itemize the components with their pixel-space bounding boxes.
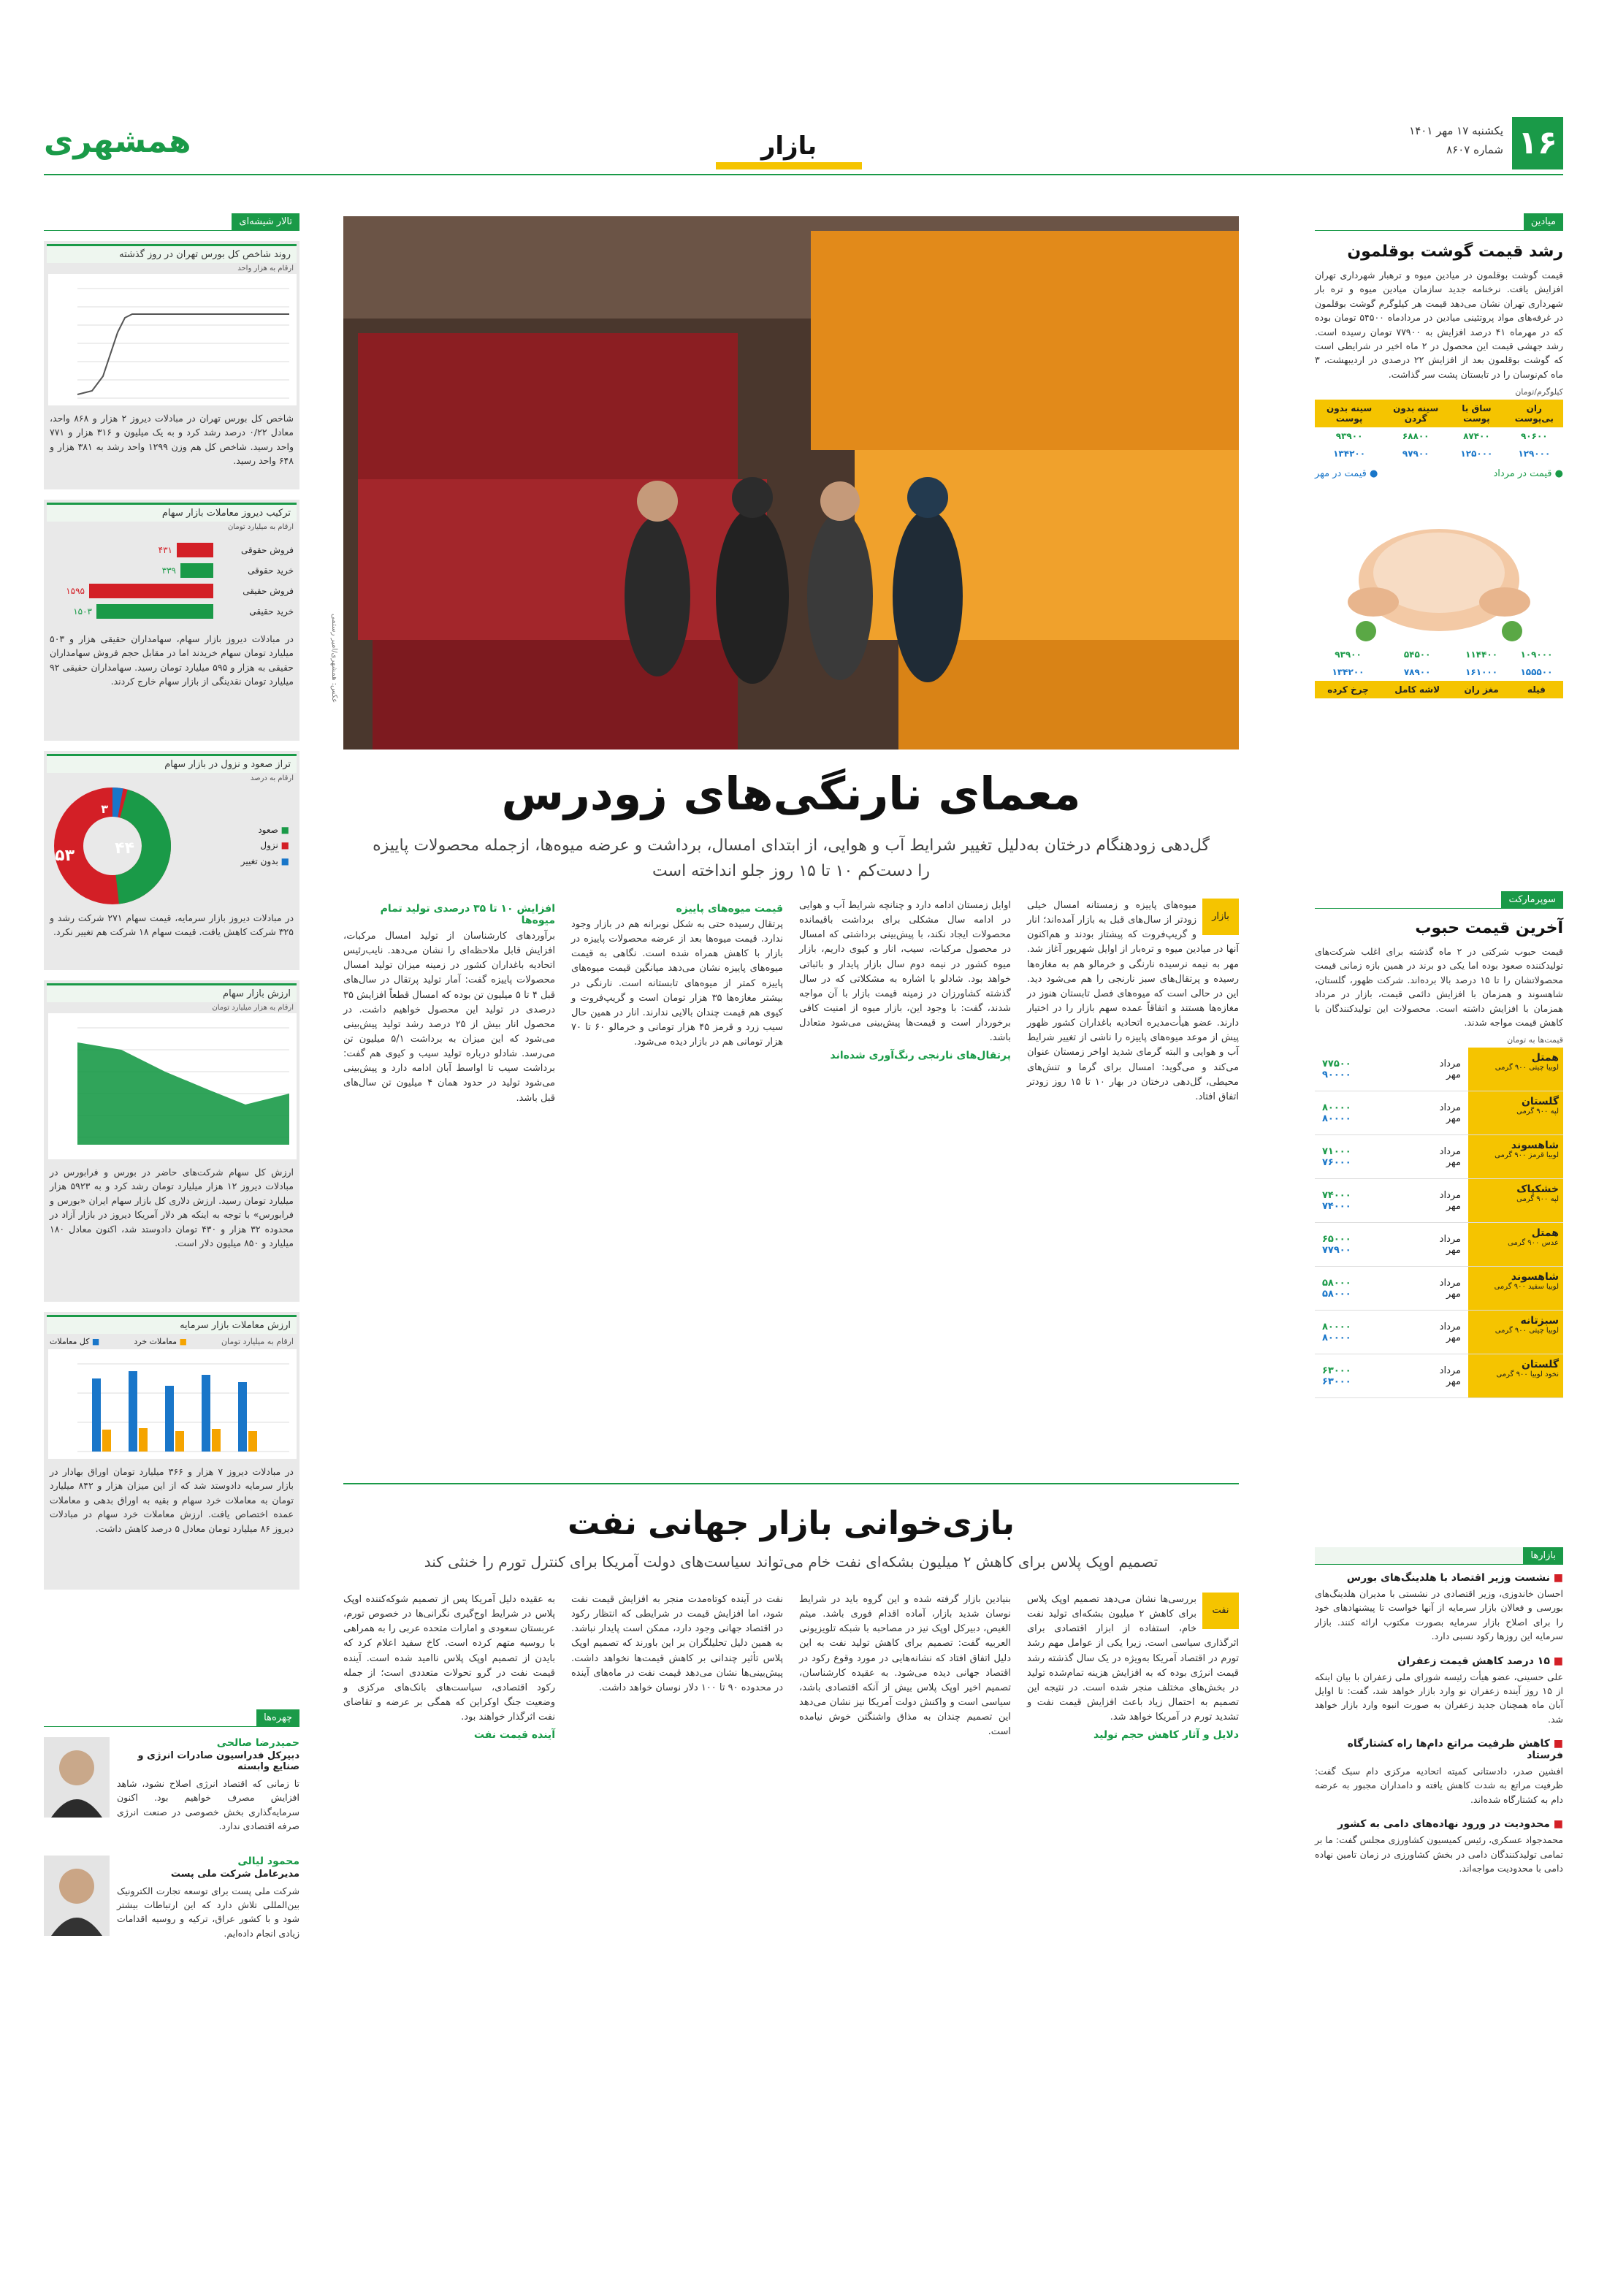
legume-row [1315,1048,1563,1091]
section-title [716,131,862,169]
pomegranate-crates [358,333,767,750]
market-news-item [1315,1572,1563,1644]
turkey-body: قیمت گوشت بوقلمون در میادین میوه و ترهبار شهرداری تهران افزایش یافت. نرخنامه جدید سازمان میادین میوه و تره بار شهرداری تهران نشان می‌دهد قیمت هر کیلوگرم گوشت بوقلمون در غرفه‌های مواد پروتئینی میادین در مردادماه ۵۴۵۰۰ تومان بوده که در مهرماه ۴۱ درصد افزایش به ۷۷۹۰۰ تومان رسیده است. رشد جهشی قیمت این محصول در ۲ ماه اخیر در شرایطی است که گوشت بوقلمون بعد از افزایش ۲۲ درصدی در اردیبهشت، ۳ ماه کم‌نوسان را در تابستان پشت سر گذاشت. [1315,270,1563,380]
tangerine-label: بازار [1202,899,1239,935]
bar-value-legal-sell: ۴۳۱ [158,545,172,555]
legume-product: نخود لوبیا ۹۰۰ گرمی [1496,1370,1559,1379]
chart1-unit: ارقام به هزار واحد [237,264,294,272]
chart5-caption: در مبادلات دیروز ۷ هزار و ۳۶۶ میلیارد تومان اوراق بهادار در بازار سرمایه دادوستد شد که از این میزان هزار و ۸۴۲ میلیارد تومان به معاملات خرد سهام و بقیه به اوراق بدهی و معاملات عمده اختصاص یافت. ارزش معاملات خرد سهام در مبادلات دیروز ۸۶ میلیارد تومان معادل ۵ درصد کاهش داشت. [50,1466,294,1534]
trade-composition-box [44,500,299,741]
legend-mordad: ● قیمت در مرداد [1493,468,1563,479]
chart4-caption: ارزش کل سهام شرکت‌های حاضر در بورس و فرابورس در مبادلات دیروز ۱۲ هزار میلیارد تومان رشد کرد و به ۵۹۲۳ هزار میلیارد تومان رسید. ارزش دلاری کل بازار سهام ایران «بورس و فرابورس» با توجه به اینکه هر دلار آمریکا دیروز در بازار آزاد در محدوده ۳۲ هزار و ۴۳۰ تومان دادوستد شد، اکنون معادل ۱۸۰ میلیارد و ۸۵۰ میلیون دلار است. [50,1167,294,1248]
market-news-title: ■ کاهش ظرفیت مراتع دام‌ها راه کشتارگاه فرستاد [1315,1738,1563,1761]
turkey-mordad-2: ۸۷۴۰۰ [1463,431,1490,441]
chart2-caption: در مبادلات دیروز بازار سهام، سهامداران حقیقی هزار و ۵۰۳ میلیارد تومان سهام خریدند اما در مقابل حجم فروش سهامداران حقیقی به هزار و ۵۹۵ میلیارد تومان رسید. سهامداران حقیقی ۹۲ میلیارد تومان نقدینگی از بازار سهام خارج کردند. [50,633,294,687]
turkey-mordad-1: ۹۰۶۰۰ [1520,431,1548,441]
legend-down: ■ نزول [260,840,289,851]
turkey-price-table-2 [1315,646,1563,698]
tangerine-col-3 [571,899,783,1468]
legume-price-mordad: ۸۰۰۰۰ [1322,1102,1351,1113]
section-tag-miadin: میادین [1524,213,1563,230]
legume-price-mehr: ۷۶۰۰۰ [1322,1156,1351,1168]
person1-role: دبیرکل فدراسیون صادرات انرژی و صنایع وابسته [137,1750,299,1772]
bar-legal-buy [180,563,213,578]
trade-bars [47,533,297,629]
bar-label-real-sell: فروش حقیقی [243,586,294,596]
t2-head-3: لاشه کامل [1381,681,1453,698]
legume-col-mehr: مهر [1446,1200,1461,1212]
legume-product: لوبیا چیتی ۹۰۰ گرمی [1495,1327,1559,1335]
roast-turkey-illustration [1315,485,1563,646]
oil-col-1 [1027,1593,1239,2221]
legume-brand: خشکپاک [1516,1183,1559,1196]
legume-col-mordad: مرداد [1439,1102,1461,1113]
photo-credit: عکس: همشهری/امیر رستمی [330,614,338,703]
market-news-item [1315,1655,1563,1727]
donut-down-value: ۵۳ [55,847,75,865]
legume-col-mordad: مرداد [1439,1365,1461,1376]
turkey-price-table [1315,400,1563,462]
legume-row [1315,1311,1563,1354]
legume-price-mordad: ۵۸۰۰۰ [1322,1277,1351,1289]
t2-head-4: چرخ کرده [1315,681,1381,698]
legume-product: عدس ۹۰۰ گرمی [1508,1239,1559,1248]
legend-total: ■ کل معاملات [50,1337,100,1346]
legend-mehr: ● قیمت در مهر [1315,468,1378,479]
person-2 [44,1856,299,1941]
chart2-title: ترکیب دیروز معاملات بازار سهام [47,503,297,522]
legume-row [1315,1267,1563,1311]
person2-name: محمود لیالی [237,1855,299,1867]
section-tag-supermarket: سوپرمارکت [1501,891,1563,908]
chart4-unit: ارقام به هزار میلیارد تومان [212,1004,294,1012]
bar-value-real-sell: ۱۵۹۵ [66,586,85,596]
legume-product: لپه ۹۰۰ گرمی [1516,1195,1559,1204]
tangerine-subhead-3: افزایش ۱۰ تا ۳۵ درصدی تولید تمام میوه‌ها [380,903,555,926]
chart1-title: روند شاخص کل بورس تهران در روز گذشته [47,244,297,263]
market-news-title: ■ محدودیت در ورود نهاده‌های دامی به کشور [1315,1818,1563,1830]
legume-row [1315,1179,1563,1223]
oil-col-3 [571,1593,783,2221]
legend-up: ■ صعود [258,824,289,835]
bar-value-real-buy: ۱۵۰۳ [73,606,92,617]
legume-col-mordad: مرداد [1439,1058,1461,1069]
legume-price-mehr: ۹۰۰۰۰ [1322,1069,1351,1080]
legume-price-mehr: ۸۰۰۰۰ [1322,1332,1351,1343]
market-news-body: احسان خاندوزی، وزیر اقتصادی در نشستی با مدیران هلدینگ‌های بورسی و فعالان بازار سرمایه از آنها خواست تا پیشنهادهای خود را برای اصلاح بازار سرمایه بصورت مکتوب ارائه کنند. بازار سرمایه این روزها رکود نسبی دارد. [1315,1588,1563,1642]
legume-price-mordad: ۶۳۰۰۰ [1322,1365,1351,1376]
chart5-title: ارزش معاملات بازار سرمایه [47,1315,297,1334]
turkey-unit: کیلوگرم/تومان [1515,387,1563,397]
legume-product: لوبیا قرمز ۹۰۰ گرمی [1495,1151,1559,1160]
right-column-miadin [1315,213,1563,856]
turkey-mehr-3: ۹۷۹۰۰ [1402,449,1429,459]
fruit-market-photo [343,216,1239,750]
section-title-text: بازار [760,131,817,161]
tangerine-col-2 [799,899,1011,1468]
legume-product: لپه ۹۰۰ گرمی [1516,1107,1559,1116]
bar-row-legal-buy [50,563,294,578]
legume-price-mordad: ۸۰۰۰۰ [1322,1321,1351,1332]
chart3-title: تراز صعود و نزول در بازار سهام [47,754,297,773]
chart1-gridlines [77,289,289,398]
bar-row-real-sell [50,584,294,598]
legume-col-mordad: مرداد [1439,1233,1461,1245]
bar-label-real-buy: خرید حقیقی [249,606,294,617]
right-column-markets [1315,1547,1563,2219]
oil-col3-text: نفت در آینده کوتاه‌مدت منجر به افزایش قیمت نفت شود، اما افزایش قیمت در شرایطی که انتظار رکود در اقتصاد جهانی وجود دارد، ممکن است پایدار نباشد. به همین دلیل تحلیلگران بر این باورند که تصمیم اوپک پلاس تأثیر چندانی بر کاهش قیمت‌ها نخواهد داشت. پیش‌بینی‌ها نشان می‌دهد قیمت نفت در ماه‌های آینده در محدوده ۹۰ تا ۱۰۰ دلار نوسان خواهد داشت. [571,1594,783,1693]
market-news-item [1315,1738,1563,1807]
legume-product: لوبیا سفید ۹۰۰ گرمی [1494,1283,1559,1292]
legume-brand-cell [1468,1091,1563,1134]
legume-col-mordad: مرداد [1439,1277,1461,1289]
legume-price-mordad: ۷۴۰۰۰ [1322,1189,1351,1201]
legend-flat: ■ بدون تغییر [240,855,289,866]
legume-brand: گلستان [1521,1359,1559,1371]
legumes-body: قیمت حبوب شرکتی در ۲ ماه گذشته برای اغلب شرکت‌های تولیدکننده صعود بوده اما یکی دو برند در همین بازه زمانی قیمت محصولاتشان را تا ۱۵ درصد بالا برده‌اند. شرکت ظهور، گلستان، شاهسوند و همزمان با افزایش دائمی قیمت، بازار در مرداد همزمان با افزایش داشته است. محصولات این تولیدکنندگان با کاهش قیمت مواجه شدند. [1315,946,1563,1028]
bar-real-buy [96,604,213,619]
oil-col-2 [799,1593,1011,2221]
trade-value-chart [48,1349,297,1459]
t2-mehr-4: ۱۳۴۲۰۰ [1332,667,1364,677]
tehran-index-line [77,314,289,394]
chart5-unit: ارقام به میلیارد تومان [221,1337,294,1346]
t2-mordad-3: ۵۴۵۰۰ [1403,649,1431,660]
turkey-image [1315,485,1563,646]
legumes-title: آخرین قیمت حبوب [1415,919,1563,937]
oil-col4-text: به عقیده دلیل آمریکا پس از تصمیم شوکه‌کننده اوپک پلاس در شرایط اوج‌گیری نگرانی‌ها در خصوص تورم، عربستان سعودی و امارات متحده عربی را به همراهی با روسیه متهم کرده است. کاخ سفید اعلام کرد که بایدن از تصمیم اوپک پلاس ناامید شده است. آینده قیمت نفت در گرو تحولات متعددی است؛ از جمله رکود اقتصادی، سیاست‌های بانک‌های مرکزی و وضعیت جنگ اوکراین که همگی بر عرضه و تقاضای نفت اثرگذار خواهند بود. [343,1594,555,1723]
legume-brand: همتل [1531,1052,1559,1064]
turkey-mordad-4: ۹۳۹۰۰ [1335,431,1363,441]
left-column-bourse [44,213,299,1674]
t2-mordad-4: ۹۳۹۰۰ [1335,649,1362,660]
th-col4: سینه بدون پوست [1315,400,1383,427]
legume-col-mehr: مهر [1446,1376,1461,1387]
oil-divider [343,1483,1239,1484]
legume-col-mehr: مهر [1446,1156,1461,1168]
market-value-chart [48,1013,297,1159]
tangerine-col-4 [343,899,555,1468]
tangerine-subhead-2: پرتقال‌های نارنجی رنگ‌آوری شده‌اند [830,1050,1011,1062]
bar-row-legal-sell [50,543,294,557]
turkey-mehr-2: ۱۲۵۰۰۰ [1460,449,1493,459]
tangerine-body [343,899,1239,1468]
legume-product: لوبیا چیتی ۹۰۰ گرمی [1495,1064,1559,1072]
bar-label-legal-buy: خرید حقوقی [248,565,294,576]
legume-price-mehr: ۷۴۰۰۰ [1322,1200,1351,1212]
issue-date: یکشنبه ۱۷ مهر ۱۴۰۱ [1409,124,1503,137]
legume-price-mehr: ۵۸۰۰۰ [1322,1288,1351,1300]
legume-row [1315,1354,1563,1398]
legume-brand-cell [1468,1179,1563,1222]
legume-brand: شاهسوند [1511,1140,1559,1152]
newspaper-logo: همشهری [44,123,191,160]
turkey-legend [1315,468,1563,479]
section-tag-markets: بازارها [1523,1547,1563,1564]
legume-brand-cell [1468,1223,1563,1266]
chart3-caption: در مبادلات دیروز بازار سرمایه، قیمت سهام ۲۷۱ شرکت رشد و ۳۲۵ شرکت کاهش یافت. قیمت سهام ۱۸ شرکت هم تغییر نکرد. [50,912,294,938]
tangerine-col-1 [1027,899,1239,1468]
market-value-box [44,980,299,1302]
donut-legend [241,823,297,870]
bar-legal-sell [177,543,213,557]
legume-row [1315,1135,1563,1179]
legume-col-mordad: مرداد [1439,1321,1461,1332]
oil-col2-text: بنیادین بازار گرفته شده و این گروه باید در شرایط نوسان شدید بازار، آماده اقدام فوری باشد. میثم الغیص، دبیرکل اوپک نیز در مصاحبه با شبکه تلویزیونی العربیه گفت: تصمیم برای کاهش تولید نفت به این دلیل اتفاق افتاد که نشانه‌هایی در مورد وقوع رکود در اقتصاد جهانی دیده می‌شود. به عقیده کارشناسان، تصمیم اخیر اوپک پلاس بیش از آنکه اقتصادی باشد، سیاسی است و واکنش دولت آمریکا نیز نشان می‌دهد این تصمیم چندان به مذاق واشنگتن خوش نیامده است. [799,1594,1011,1738]
chart3-unit: ارقام به درصد [250,774,294,782]
legume-price-list [1315,1048,1563,1398]
left-column-people [44,1709,299,2221]
markets-news-list [1315,1572,1563,1875]
t2-mordad-2: ۱۱۴۴۰۰ [1465,649,1498,660]
tangerine-photo [343,216,1239,750]
market-news-title: ■ ۱۵ درصد کاهش قیمت زعفران [1315,1655,1563,1667]
advance-decline-box [44,751,299,970]
t2-mehr-2: ۱۶۱۰۰۰ [1465,667,1498,677]
legume-col-mehr: مهر [1446,1288,1461,1300]
section-tag-people: چهره‌ها [256,1709,299,1726]
bar-label-legal-sell: فروش حقوقی [240,545,294,555]
th-col3: سینه بدون گردن [1383,400,1448,427]
legume-brand: همتل [1531,1227,1559,1240]
t2-mehr-3: ۷۸۹۰۰ [1403,667,1431,677]
legume-price-mordad: ۶۵۰۰۰ [1322,1233,1351,1245]
market-news-item [1315,1818,1563,1875]
bar-real-sell [89,584,213,598]
person2-role: مدیرعامل شرکت ملی پست [170,1868,299,1880]
oil-label: نفت [1202,1593,1239,1629]
right-column-supermarket [1315,891,1563,1490]
trade-value-bars [92,1371,257,1452]
th-col1: ران بی‌پوست [1505,400,1563,427]
oil-lead: تصمیم اوپک پلاس برای کاهش ۲ میلیون بشکه‌ای نفت خام می‌تواند سیاست‌های دولت آمریکا برای کنترل تورم را خنثی کند [424,1553,1159,1571]
oil-headline: بازی‌خوانی بازار جهانی نفت [568,1505,1015,1542]
t2-head-1: فیله [1510,681,1563,698]
person1-name: حمیدرضا صالحی [216,1737,299,1749]
turkey-mehr-4: ۱۳۴۲۰۰ [1333,449,1366,459]
legume-col-mordad: مرداد [1439,1145,1461,1157]
page-header [44,117,1563,175]
bar-value-legal-buy: ۳۳۹ [161,565,176,576]
tangerine-col3-text: پرتقال رسیده حتی به شکل نوبرانه هم در بازار وجود ندارد. قیمت میوه‌ها بعد از عرضه محصولات پاییزه در بازار با کاهش همراه شده است. نگاهی به قیمت میوه‌های پاییزه نشان می‌دهد میانگین قیمت میوه‌های پاییزه کمتر از میوه‌های تابستانه است. نارنگی در بیشتر مغازه‌ها ۳۵ هزار تومان است و گریپ‌فروت و کیوی هم قیمت چندان بالایی ندارند. انار در همین حال سیب زرد و قرمز ۴۵ هزار تومانی و خرمالو ۶۰ تا ۷۰ هزار تومانی هم در بازار دیده می‌شود. [571,919,783,1048]
legend-retail: ■ معاملات خرد [134,1337,187,1346]
t2-mordad-1: ۱۰۹۰۰۰ [1520,649,1553,660]
bar-row-real-buy [50,604,294,619]
legume-brand-cell [1468,1135,1563,1178]
tehran-index-chart-box [44,241,299,489]
th-col2: ساق با پوست [1448,400,1505,427]
legume-col-mehr: مهر [1446,1244,1461,1256]
market-news-body: محمدجواد عسکری، رئیس کمیسیون کشاورزی مجلس گفت: ما بر تمامی تولیدکنندگان دامی در بخش کشاورزی در زمان تامین نهاده دامی با محدودیت مواجه‌اند. [1315,1834,1563,1874]
oil-subhead-1: دلایل و آثار کاهش حجم تولید [1093,1729,1239,1742]
person1-quote: تا زمانی که اقتصاد انرژی اصلاح نشود، شاهد افزایش مصرف خواهیم بود. اکنون سرمایه‌گذاری بخش خصوصی در صنعت انرژی صرفه اقتصادی ندارد. [117,1778,299,1832]
legume-price-mordad: ۷۷۵۰۰ [1322,1058,1351,1069]
legume-row [1315,1091,1563,1135]
legume-price-mehr: ۶۳۰۰۰ [1322,1376,1351,1387]
legumes-unit: قیمت‌ها به تومان [1507,1035,1563,1045]
legume-col-mordad: مرداد [1439,1189,1461,1201]
person2-portrait [44,1856,110,1936]
legume-brand-cell [1468,1048,1563,1091]
legume-brand: سبزتانه [1520,1315,1559,1327]
legume-price-mehr: ۸۰۰۰۰ [1322,1113,1351,1124]
legume-brand-cell [1468,1354,1563,1397]
chart5-legend [50,1337,294,1346]
market-news-body: افشین صدر، دادستانی کمیته اتحادیه مرکزی دام سبک گفت: ظرفیت مراتع به شدت کاهش یافته و دامداران مجبور به عرضه دام به کشتارگاه شده‌اند. [1315,1766,1563,1805]
tangerine-subhead-1: قیمت میوه‌های پاییزه [676,903,783,915]
turkey-mordad-3: ۶۸۸۰۰ [1402,431,1429,441]
donut-up-value: ۴۴ [115,839,134,858]
legume-brand-cell [1468,1311,1563,1354]
oil-body [343,1593,1239,2221]
oil-col-4 [343,1593,555,2221]
turkey-title: رشد قیمت گوشت بوقلمون [1347,243,1563,261]
oil-col1-text: بررسی‌ها نشان می‌دهد تصمیم اوپک پلاس برای کاهش ۲ میلیون بشکه‌ای تولید نفت خام، استفاده از ابزار اقتصادی برای اثرگذاری سیاسی است. زیرا یکی از عوامل مهم رشد تورم در اقتصاد آمریکا به‌ویژه در یک سال گذشته رشد قیمت انرژی بوده که به افزایش هزینه تمام‌شده تولید در بخش‌های مختلف منجر شده است. در نتیجه این تصمیم به احتمال زیاد باعث افزایش قیمت نفت و تشدید تورم در آمریکا خواهد شد. [1027,1594,1239,1723]
legume-price-mordad: ۷۱۰۰۰ [1322,1145,1351,1157]
t2-head-2: مغز ران [1453,681,1510,698]
tangerine-lead: گل‌دهی زودهنگام درختان به‌دلیل تغییر شرایط آب و هوایی، از ابتدای امسال، برداشت و عرضه میوه‌ها، ازجمله محصولات پاییزه را دست‌کم ۱۰ تا ۱۵ روز جلو انداخته است [373,836,1210,881]
tangerine-col2-text: اوایل زمستان ادامه دارد و چنانچه شرایط آب و هوایی در ادامه سال مشکلی برای برداشت باقیمانده محصولات ایجاد نکند، با پیش‌بینی برداشتی که امسال در محصول مرکبات، سیب، انار و کیوی داریم، بازار میوه کشور در نیمه دوم سال بازار پایدار و باثباتی خواهد بود. شادلو با اشاره به مشکلاتی که در سال گذشته کشاورزان در زمینه قیمت بازار با آن مواجه شدند، گفت: با وجود این، بازار میوه از امنیت کافی برخوردار است و قیمت‌ها پیش‌بینی می‌شود متعادل باشد. [799,900,1011,1044]
legume-col-mehr: مهر [1446,1069,1461,1080]
issue-number: شماره ۸۶۰۷ [1446,143,1503,156]
tehran-index-chart [48,274,297,405]
person1-portrait [44,1737,110,1818]
chart2-unit: ارقام به میلیارد تومان [227,523,294,531]
market-news-body: علی حسینی، عضو هیأت رئیسه شورای ملی زعفران با بیان اینکه از ۱۵ روز آینده زعفران نو وارد بازار خواهد شد، گفت: تا اوایل آبان ماه همچنان جدید زعفران به صورت انبوه وارد بازار خواهد شد. [1315,1671,1563,1725]
legume-col-mehr: مهر [1446,1113,1461,1124]
legume-price-mehr: ۷۷۹۰۰ [1322,1244,1351,1256]
tangerine-headline: معمای نارنگی‌های زودرس [501,767,1081,820]
page-number: ۱۶ [1512,117,1563,169]
legume-brand-cell [1468,1267,1563,1310]
market-news-title: ■ نشست وزیر اقتصاد با هلدینگ‌های بورس [1315,1572,1563,1584]
oil-subhead-2: آینده قیمت نفت [473,1729,555,1742]
person-1 [44,1737,299,1834]
chart4-title: ارزش بازار سهام [47,983,297,1002]
turkey-mehr-1: ۱۲۹۰۰۰ [1518,449,1551,459]
advance-decline-donut [47,784,178,908]
donut-flat-value: ۳ [101,802,108,816]
legume-col-mehr: مهر [1446,1332,1461,1343]
section-tag-glass-hall: تالار شیشه‌ای [232,213,299,230]
person2-quote: شرکت ملی پست برای توسعه تجارت الکترونیک بین‌المللی تلاش دارد که این ارتباطات بیشتر شود و با کشور عراق، ترکیه و روسیه اقدامات زیادی انجام داده‌ایم. [117,1885,299,1939]
trade-value-box [44,1312,299,1590]
chart1-caption: شاخص کل بورس تهران در مبادلات دیروز ۲ هزار و ۸۶۸ واحد، معادل ۰/۲۲ درصد رشد کرد و به یک میلیون و ۳۱۶ هزار و ۷۷۱ واحد رسید. شاخص کل هم وزن ۱۲۹۹ واحد رشد به ۳۸۱ هزار و ۶۴۸ واحد رسید. [50,413,294,467]
tangerine-col1-text: میوه‌های پاییزه و زمستانه امسال خیلی زودتر از سال‌های قبل به بازار آمده‌اند؛ انار و گریپ‌فروت که پیشتاز بودند و هم‌اکنون آنها در میادین میوه و تره‌بار از اوایل شهریور آغاز شد. مهر به نیمه نرسیده نارنگی و خرمالو هم به مغازه‌ها رسیده و پرتقال‌های سبز نارنجی را هم می‌شود دید. این در حالی است که میوه‌های فصل تابستان هنوز در مغازه‌ها هستند و اتفاقاً عمده سهم بازار را در اختیار دارند. عضو هیأت‌مدیره اتحادیه باغداران کشور ظهور پیش از موعد میوه‌های پاییزه را ناشی از تغییر شرایط آب و هوایی و البته گرمای شدید اواخر زمستان عنوان می‌کند و می‌گوید: امسال برای گرما و تنش‌های محیطی، گل‌دهی درختان در بهار ۱۰ تا ۱۵ روز زودتر اتفاق افتاد. [1027,900,1239,1102]
t2-mehr-1: ۱۵۵۵۰۰ [1520,667,1553,677]
legume-brand: شاهسوند [1511,1271,1559,1284]
legume-row [1315,1223,1563,1267]
legume-brand: گلستان [1521,1096,1559,1108]
tangerine-col4-text: برآوردهای کارشناسان از تولید امسال مرکبات، افزایش قابل ملاحظه‌ای را نشان می‌دهد. نایب‌رئیس اتحادیه باغداران کشور در زمینه میزان تولید امسال محصولات پاییزه گفت: آمار تولید پرتقال در سال‌های قبل ۴ تا ۵ میلیون تن بوده که امسال قطعاً افزایش ۳۵ درصدی در تولید این محصول خواهیم داشت. در محصول انار بیش از ۲۵ درصد رشد تولید پیش‌بینی می‌شود که این میزان به برداشت ۵/۱ میلیون تن می‌رسد. شادلو درباره تولید سیب و کیوی هم گفت: برداشت سیب تا اواسط آبان ادامه دارد و پیش‌بینی می‌شود تولید در حدود همان ۴ میلیون تن سال‌های قبل باشد. [343,931,555,1104]
